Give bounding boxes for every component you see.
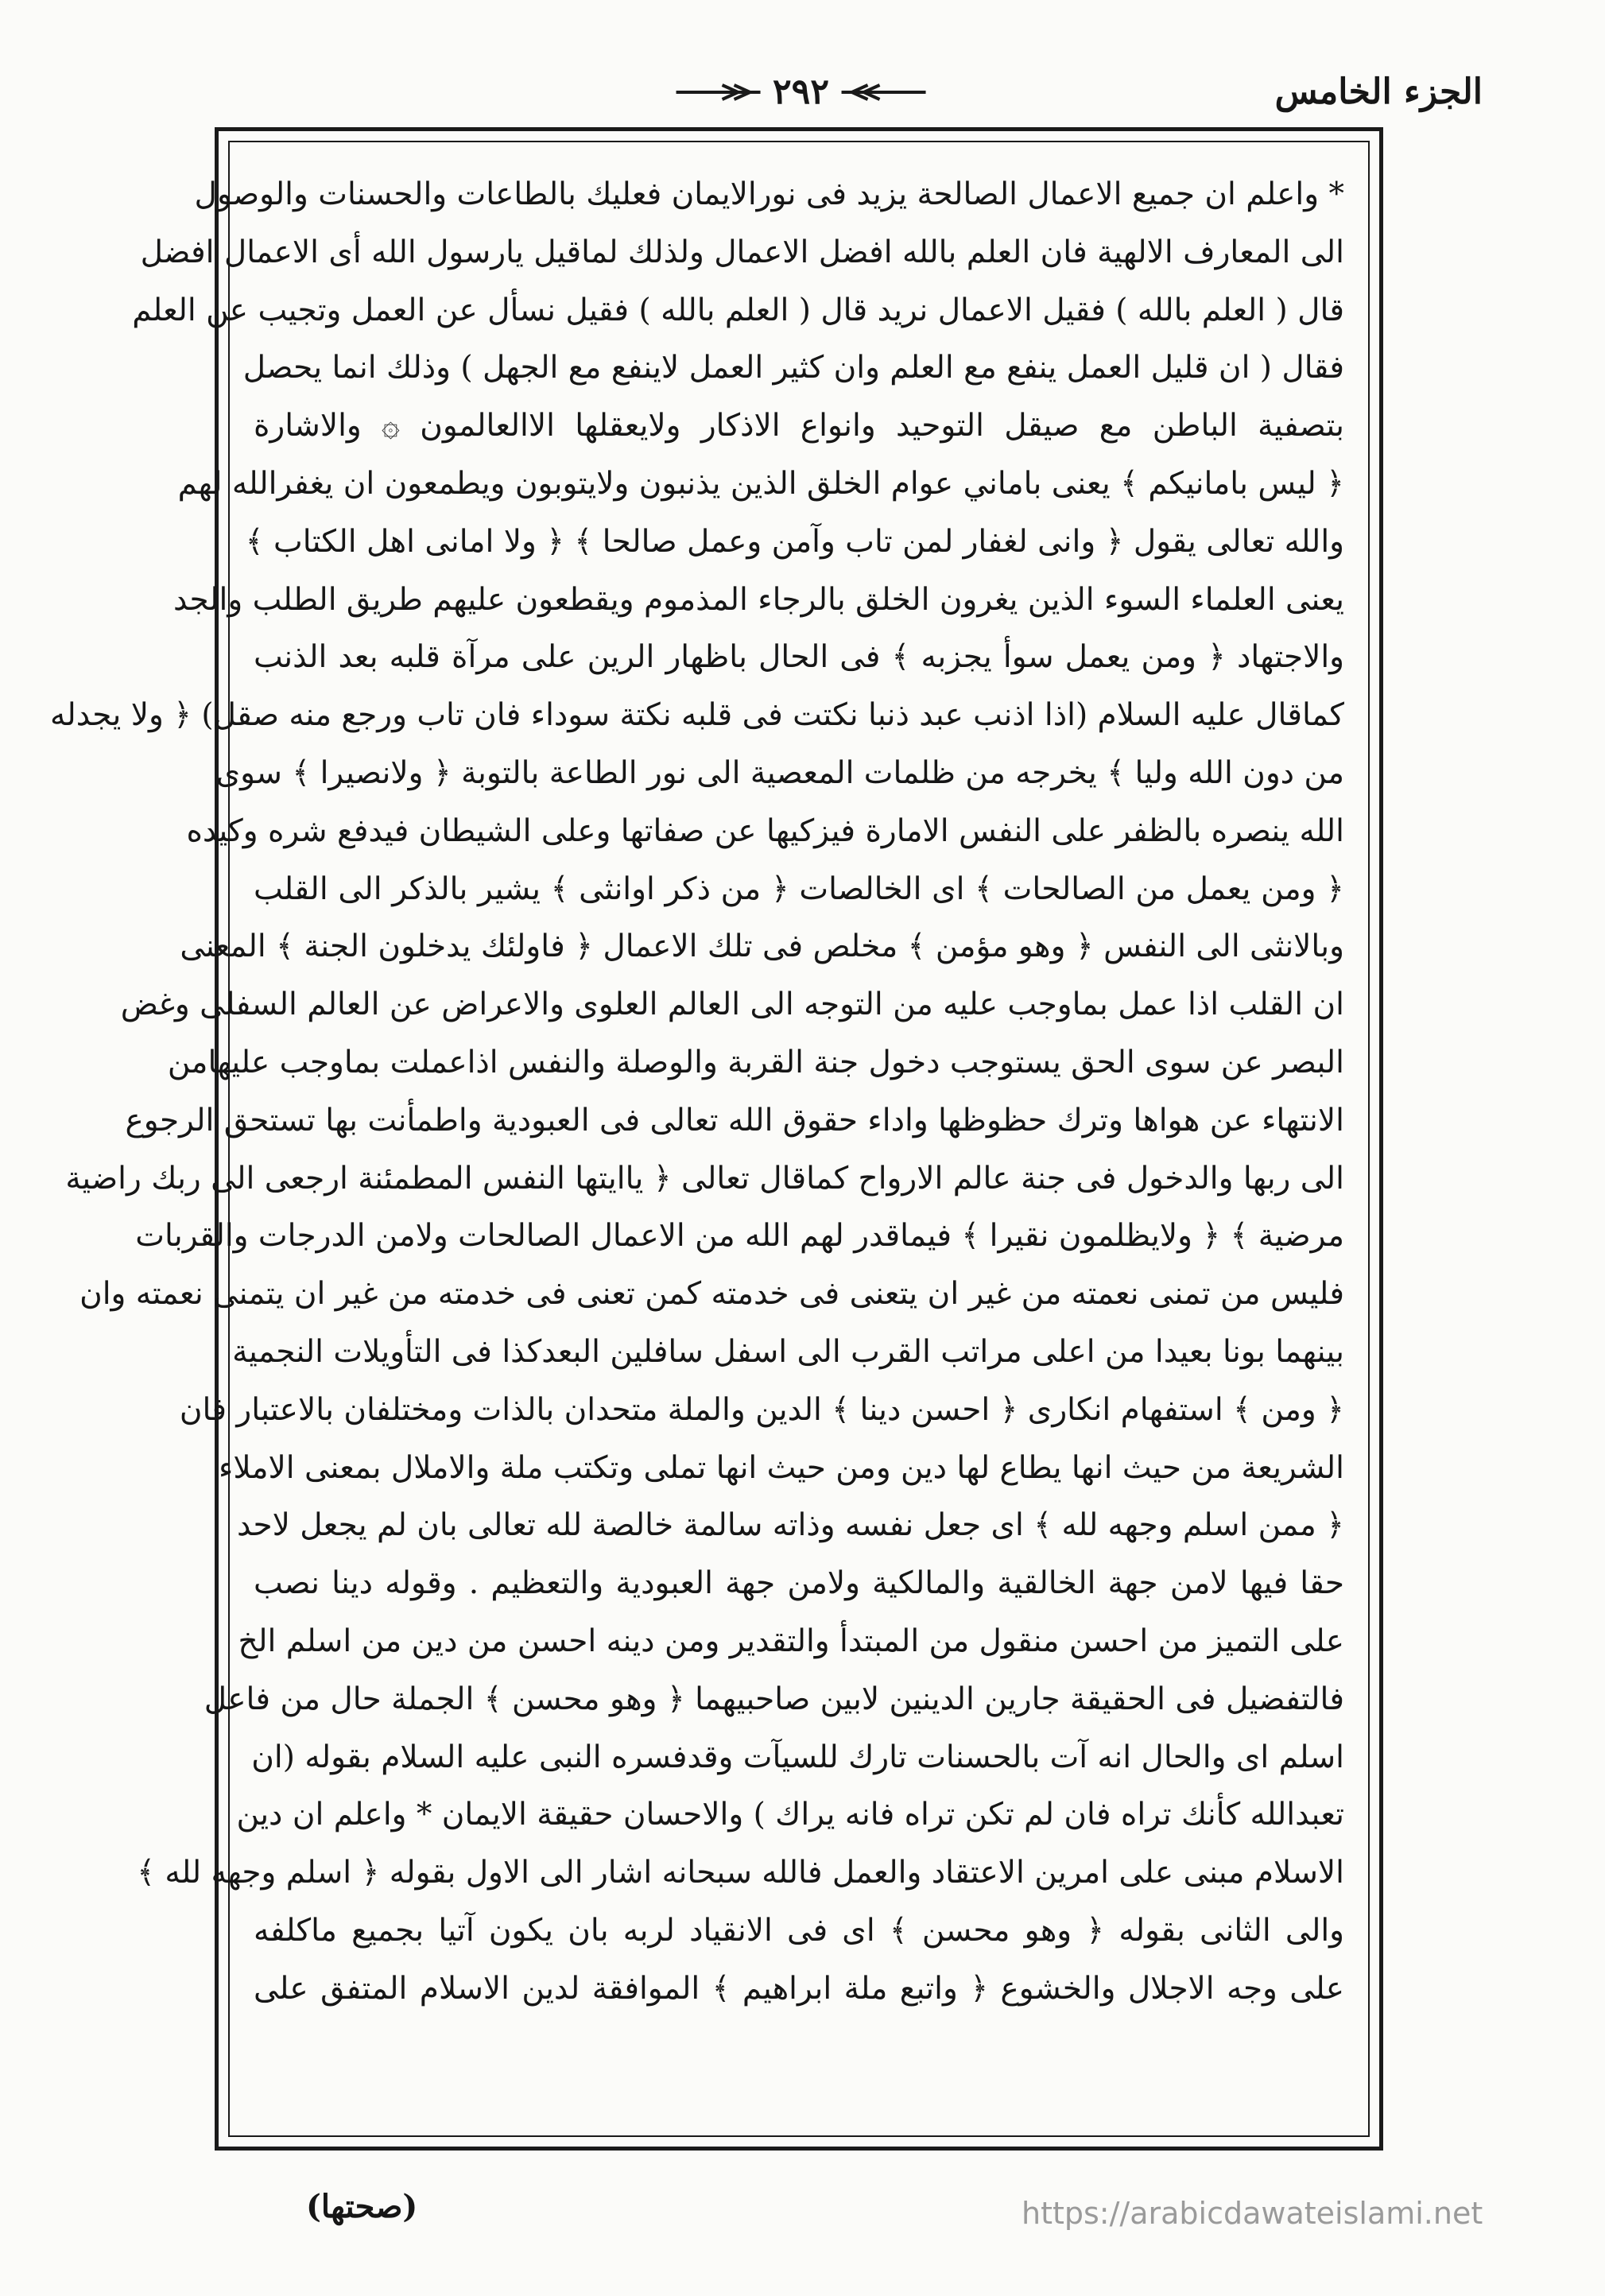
text-line: الى ربها والدخول فى جنة عالم الارواح كماقال تعالى ﴿ ياايتها النفس المطمئنة ارجعى الى ربك راضية	[65, 1160, 1344, 1196]
text-line: تعبدالله كأنك تراه فان لم تكن تراه فانه يراك ) والاحسان حقيقة الايمان * واعلم ان دين	[236, 1797, 1344, 1833]
text-line: على وجه الاجلال والخشوع ﴿ واتبع ملة ابراهيم ﴾ الموافقة لدين الاسلام المتفق على	[254, 1970, 1344, 2007]
page-number-group	[674, 72, 928, 112]
text-line: ان القلب اذا عمل بماوجب عليه من التوجه الى العالم العلوى والاعراض عن العالم السفلى وغض	[120, 987, 1344, 1023]
text-line: الله ينصره بالظفر على النفس الامارة فيزكيها عن صفاتها وعلى الشيطان فيدفع شره وكيده	[186, 813, 1344, 849]
text-line: ﴿ ممن اسلم وجهه لله ﴾ اى جعل نفسه وذاته سالمة خالصة لله تعالى بان لم يجعل لاحد	[237, 1507, 1344, 1544]
text-line: فقال ( ان قليل العمل ينفع مع العلم وان كثير العمل لاينفع مع الجهل ) وذلك انما يحصل	[242, 350, 1344, 386]
text-body	[50, 166, 1344, 2116]
text-line: قال ( العلم بالله ) فقيل الاعمال نريد قال ( العلم بالله ) فقيل نسأل عن العمل وتجيب عن العلم	[132, 292, 1344, 328]
text-line: بتصفية الباطن مع صيقل التوحيد وانواع الاذكار ولايعقلها الاالعالمون ۞ والاشارة	[254, 408, 1344, 444]
page-number: ٢٩٢	[773, 72, 829, 112]
text-line: الى المعارف الالهية فان العلم بالله افضل الاعمال ولذلك لماقيل يارسول الله أى الاعمال افضل	[140, 234, 1344, 270]
text-line: اسلم اى والحال انه آت بالحسنات تارك للسيآت وقدفسره النبى عليه السلام بقوله (ان	[251, 1739, 1344, 1775]
text-line: ﴿ ليس بامانيكم ﴾ يعنى باماني عوام الخلق الذين يذنبون ولايتوبون ويطمعون ان يغفرالله لهم	[177, 465, 1344, 502]
text-line: والى الثانى بقوله ﴿ وهو محسن ﴾ اى فى الانقياد لربه بان يكون آتيا بجميع ماكلفه	[254, 1912, 1344, 1949]
text-line: مرضية ﴾ ﴿ ولايظلمون نقيرا ﴾ فيماقدر لهم الله من الاعمال الصالحات ولامن الدرجات والقربات	[135, 1218, 1344, 1255]
text-line: بينهما بونا بعيدا من اعلى مراتب القرب الى اسفل سافلين البعدكذا فى التأويلات النجمية	[232, 1333, 1344, 1370]
left-ornament-icon	[674, 83, 762, 101]
text-line: يعنى العلماء السوء الذين يغرون الخلق بالرجاء المذموم ويقطعون عليهم طريق الطلب والجد	[173, 581, 1344, 618]
text-line: * واعلم ان جميع الاعمال الصالحة يزيد فى نورالايمان فعليك بالطاعات والحسنات والوصول	[194, 176, 1344, 212]
text-line: ﴿ ومن ﴾ استفهام انكارى ﴿ احسن دينا ﴾ الدين والملة متحدان بالذات ومختلفان بالاعتبار فان	[179, 1391, 1344, 1428]
text-line: ﴿ ومن يعمل من الصالحات ﴾ اى الخالصات ﴿ من ذكر اوانثى ﴾ يشير بالذكر الى القلب	[254, 871, 1344, 907]
text-line: البصر عن سوى الحق يستوجب دخول جنة القربة والوصلة والنفس اذاعملت بماوجب عليهامن	[167, 1044, 1344, 1080]
text-line: على التميز من احسن منقول من المبتدأ والتقدير ومن دينه احسن من دين من اسلم الخ	[238, 1623, 1344, 1659]
page-header	[119, 65, 1483, 129]
text-line: فالتفضيل فى الحقيقة جارين الدينين لابين صاحبيهما ﴿ وهو محسن ﴾ الجملة حال من فاعل	[204, 1681, 1344, 1717]
text-line: حقا فيها لامن جهة الخالقية والمالكية ولامن جهة العبودية والتعظيم . وقوله دينا نصب	[254, 1565, 1344, 1602]
volume-title: الجزء الخامس	[1274, 72, 1483, 112]
text-line: الشريعة من حيث انها يطاع لها دين ومن حيث انها تملى وتكتب ملة والاملال بمعنى الاملاء	[219, 1449, 1344, 1486]
catchword: (صحتها)	[306, 2188, 418, 2225]
text-line: والاجتهاد ﴿ ومن يعمل سوأ يجزبه ﴾ فى الحال باظهار الرين على مرآة قلبه بعد الذنب	[254, 639, 1344, 676]
text-line: الانتهاء عن هواها وترك حظوظها واداء حقوق الله تعالى فى العبودية واطمأنت بها تستحق الرجوع	[125, 1102, 1344, 1138]
text-line: والله تعالى يقول ﴿ وانى لغفار لمن تاب وآمن وعمل صالحا ﴾ ﴿ ولا امانى اهل الكتاب ﴾	[245, 523, 1344, 560]
page-frame	[50, 127, 1383, 2151]
text-line: فليس من تمنى نعمته من غير ان يتعنى فى خدمته كمن تعنى فى خدمته من غير ان يتمنى نعمته وان	[79, 1276, 1344, 1313]
text-line: من دون الله وليا ﴾ يخرجه من ظلمات المعصية الى نور الطاعة بالتوبة ﴿ ولانصيرا ﴾ سوى	[215, 754, 1344, 791]
text-line: الاسلام مبنى على امرين الاعتقاد والعمل فالله سبحانه اشار الى الاول بقوله ﴿ اسلم وجهه لله ﴾	[137, 1855, 1344, 1891]
page-frame-inner	[50, 141, 1370, 2137]
right-ornament-icon	[840, 83, 928, 101]
source-watermark: https://arabicdawateislami.net	[1022, 2196, 1483, 2231]
text-line: كماقال عليه السلام (اذا اذنب عبد ذنبا نكتت فى قلبه نكتة سوداء فان تاب ورجع منه صقل) ﴿ ولا يجدله	[50, 697, 1344, 734]
text-line: وبالانثى الى النفس ﴿ وهو مؤمن ﴾ مخلص فى تلك الاعمال ﴿ فاولئك يدخلون الجنة ﴾ المعنى	[180, 929, 1344, 965]
